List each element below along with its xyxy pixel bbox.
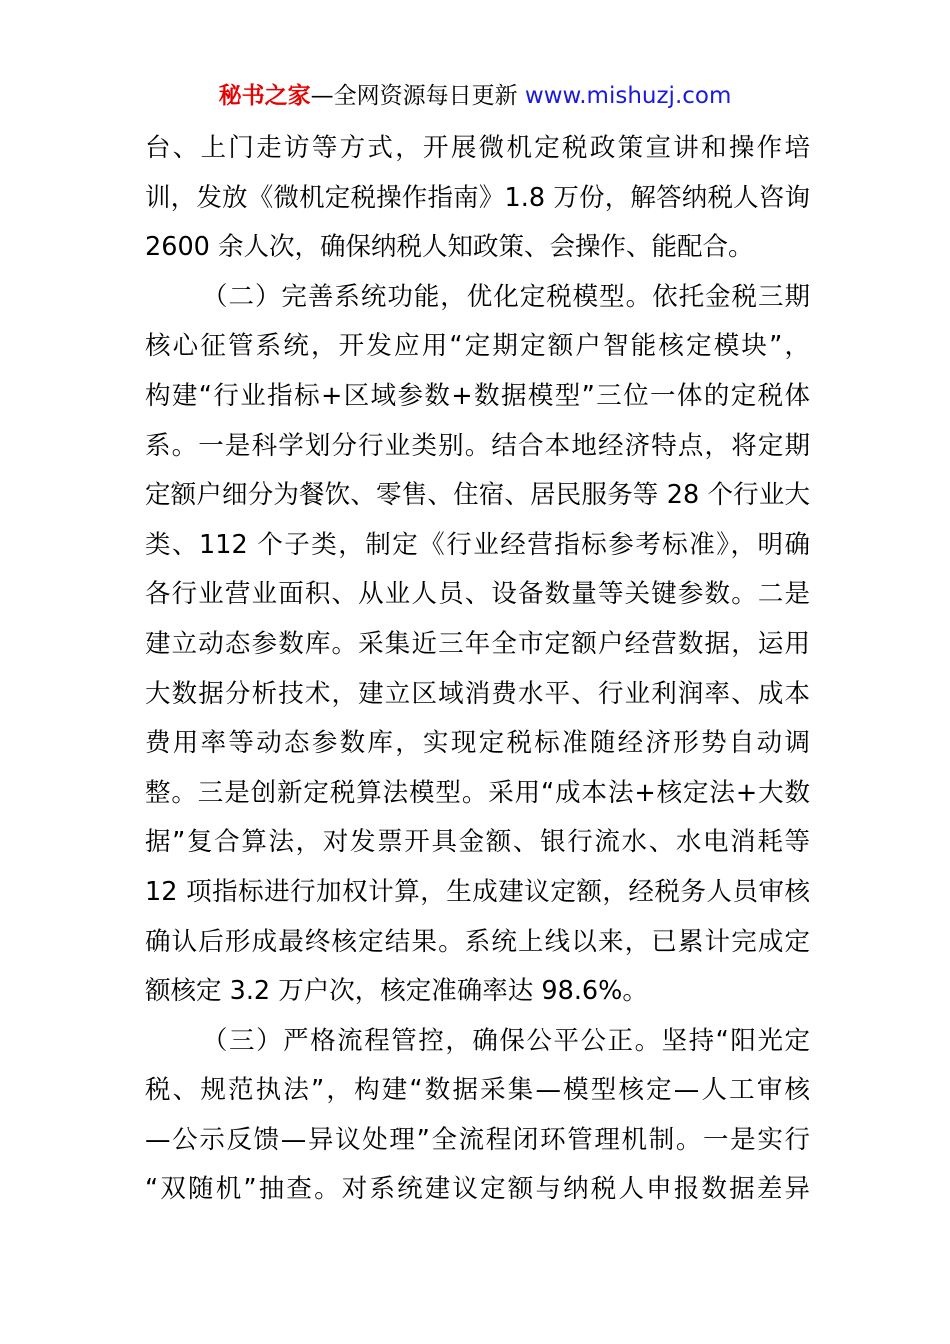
text-line: —公示反馈—异议处理”全流程闭环管理机制。一是实行 (145, 1124, 810, 1155)
text-line: 类、112 个子类，制定《行业经营指标参考标准》，明确 (145, 529, 810, 560)
text-line: 定额户细分为餐饮、零售、住宿、居民服务等 28 个行业大 (145, 480, 810, 511)
text-line: 大数据分析技术，建立区域消费水平、行业利润率、成本 (145, 678, 810, 709)
site-url-link[interactable]: www.mishuzj.com (524, 83, 732, 109)
text-line: 2600 余人次，确保纳税人知政策、会操作、能配合。 (145, 232, 754, 263)
text-line: “双随机”抽查。对系统建议定额与纳税人申报数据差异 (145, 1174, 810, 1205)
site-header (0, 80, 950, 112)
document-body (145, 124, 810, 1215)
text-line: 台、上门走访等方式，开展微机定税政策宣讲和操作培 (145, 133, 810, 163)
brand-name: 秘书之家 (218, 83, 311, 109)
text-line: 税、规范执法”，构建“数据采集—模型核定—人工审核 (145, 1075, 810, 1106)
text-line: 费用率等动态参数库，实现定税标准随经济形势自动调 (145, 728, 810, 759)
text-line: 12 项指标进行加权计算，生成建议定额，经税务人员审核 (145, 876, 810, 907)
text-line: 整。三是创新定税算法模型。采用“成本法+核定法+大数 (145, 777, 810, 808)
text-line: 训，发放《微机定税操作指南》1.8 万份，解答纳税人咨询 (145, 182, 810, 213)
text-line: 确认后形成最终核定结果。系统上线以来，已累计完成定 (145, 926, 810, 957)
text-line: 核心征管系统，开发应用“定期定额户智能核定模块”， (145, 331, 810, 362)
text-line: 建立动态参数库。采集近三年全市定额户经营数据，运用 (145, 628, 810, 659)
text-line: 各行业营业面积、从业人员、设备数量等关键参数。二是 (145, 579, 810, 610)
text-line: 据”复合算法，对发票开具金额、银行流水、水电消耗等 (145, 827, 810, 858)
text-line: 构建“行业指标+区域参数+数据模型”三位一体的定税体 (145, 380, 810, 411)
text-line: 系。一是科学划分行业类别。结合本地经济特点，将定期 (145, 430, 810, 461)
text-line: 额核定 3.2 万户次，核定准确率达 98.6%。 (145, 976, 648, 1007)
section-heading-line: （三）严格流程管控，确保公平公正。坚持“阳光定 (202, 1025, 810, 1056)
section-heading-line: （二）完善系统功能，优化定税模型。依托金税三期 (202, 281, 810, 312)
header-tagline: —全网资源每日更新 (310, 83, 518, 109)
